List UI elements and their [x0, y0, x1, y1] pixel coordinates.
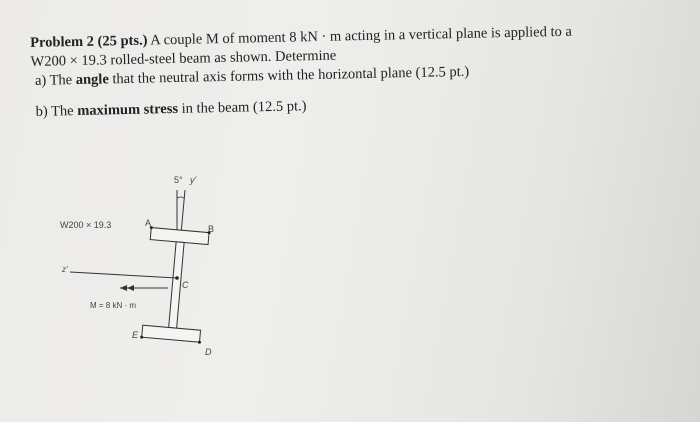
part-b-label: b) [35, 103, 48, 120]
z-axis-label: z' [62, 265, 68, 274]
part-a-post: that the neutral axis forms with the horizontal plane (12.5 pt.) [112, 63, 470, 88]
moment-arrowhead [120, 285, 127, 291]
point-d-label: D [205, 347, 212, 357]
part-a-keyword: angle [75, 71, 109, 89]
angle-arc [177, 197, 184, 198]
i-beam [140, 226, 211, 344]
problem-statement [30, 21, 672, 122]
angle-label: 5° [174, 175, 183, 185]
part-b-pre: The [50, 103, 74, 120]
y-axis-label: y' [190, 175, 197, 185]
point-b-label: B [208, 224, 215, 234]
part-b [35, 90, 671, 122]
beam-section-figure [50, 168, 250, 368]
part-a-pre: The [49, 72, 73, 89]
section-label: W200 × 19.3 [60, 220, 112, 230]
problem-line-2: W200 × 19.3 rolled-steel beam as shown. Determine [30, 47, 337, 70]
z-axis-line [70, 272, 177, 278]
moment-double-arrowhead [127, 285, 134, 291]
problem-title: Problem 2 (25 pts.) [30, 32, 148, 51]
part-b-post: in the beam (12.5 pt.) [181, 98, 307, 117]
moment-label: M = 8 kN · m [90, 301, 137, 310]
point-a-label: A [145, 218, 152, 228]
part-a-label: a) [34, 72, 47, 89]
part-b-keyword: maximum stress [77, 100, 179, 120]
problem-intro: A couple M of moment 8 kN · m acting in a vertical plane is applied to a [150, 23, 573, 49]
bottom-flange [142, 325, 201, 342]
point-e-label: E [132, 330, 139, 340]
point-c-label: C [182, 280, 189, 290]
